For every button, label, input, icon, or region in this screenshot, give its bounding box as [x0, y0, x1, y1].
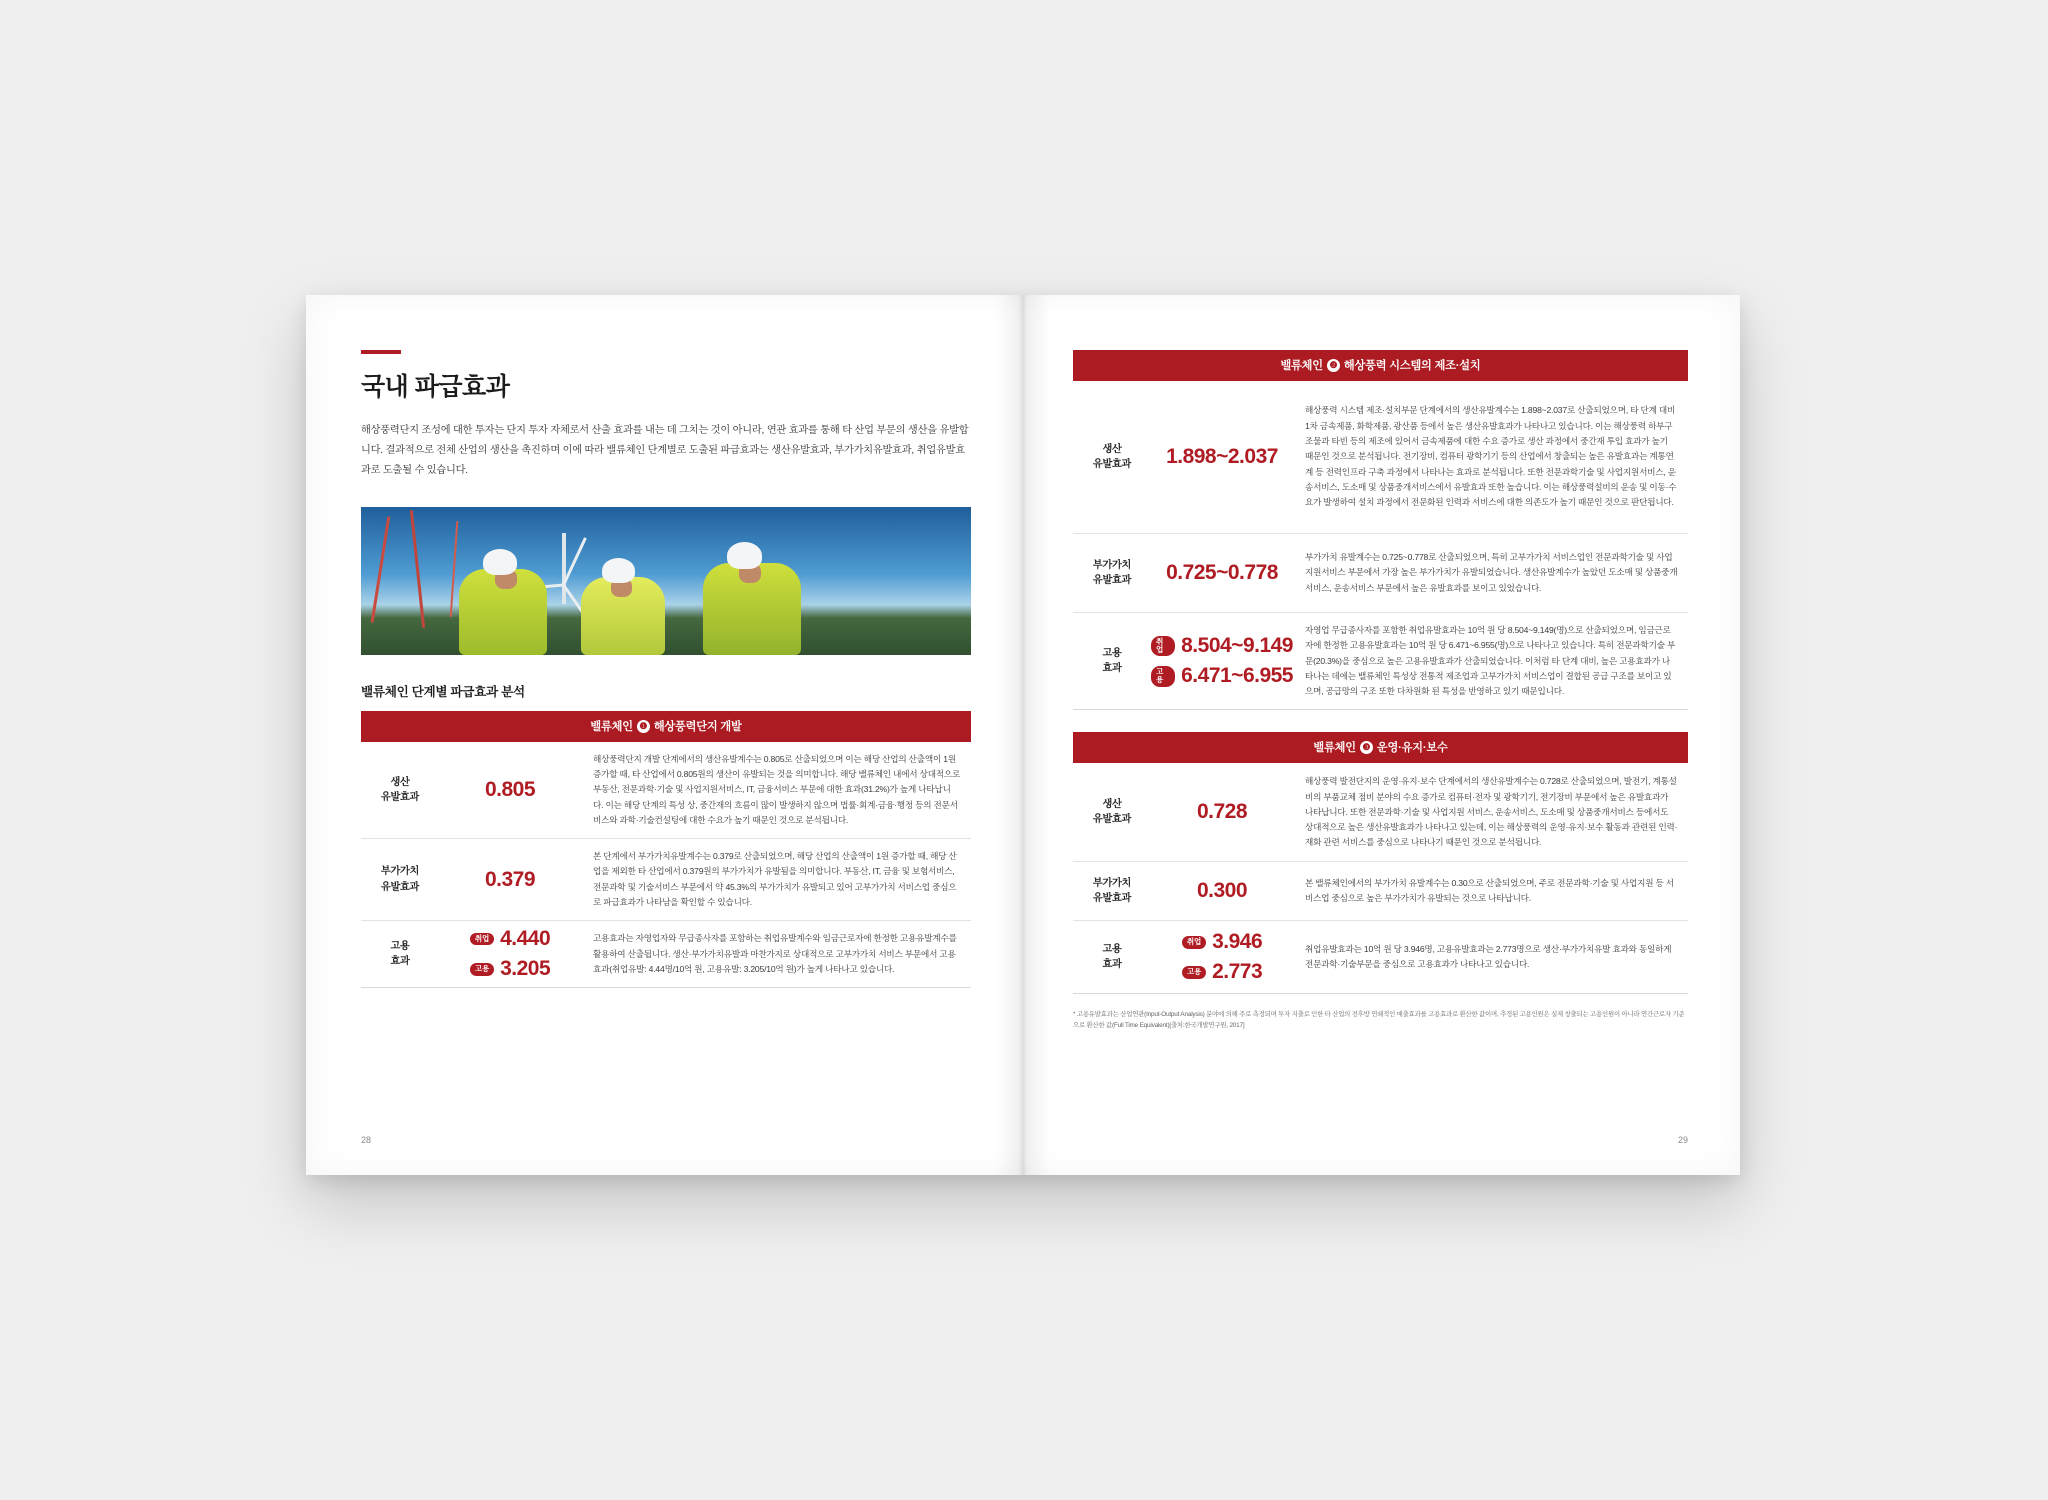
row-value-number: 0.379 — [484, 867, 536, 891]
valuechain-1-header — [361, 711, 971, 742]
table-row — [361, 921, 971, 987]
row-value-line — [1182, 959, 1262, 985]
valuechain-3-prefix: 밸류체인 — [1313, 742, 1356, 755]
safety-helmet-icon — [727, 542, 762, 569]
row-value — [1151, 381, 1293, 533]
table-row — [361, 742, 971, 839]
row-value-line — [470, 926, 550, 952]
page-left — [306, 295, 1023, 1175]
row-description: 해상풍력단지 개발 단계에서의 생산유발계수는 0.805로 산출되었으며 이는 해당 산업의 산출액이 1원 증가할 때, 타 산업에서 0.805원의 생산이 유발되는 것을 의미합니다. 해당 밸류체인 내에서 상대적으로 부동산, 전문과학·기술 및 사업지원서비스, IT, 금융서비스 부문에 대한 효과(31.2%)가 높게 나타납니다. 이는 해당 단계의 특성 상, 중간재의 흐름이 많이 발생하지 않으며 법률·회계·금융·행정 등의 전문서비스와 과학·기술컨설팅에 대한 수요가 높기 때문인 것으로 분석됩니다. — [593, 753, 961, 825]
row-label: 생산 유발효과 — [361, 742, 439, 838]
table-row — [1073, 534, 1688, 613]
row-value-number: 3.205 — [500, 957, 551, 981]
table-row — [1073, 763, 1688, 862]
table-spacer — [1073, 710, 1688, 732]
table-row — [1073, 921, 1688, 993]
row-value — [439, 839, 581, 920]
row-value-line — [1151, 633, 1293, 659]
tag-goyong: 고용 — [1182, 966, 1206, 978]
row-label: 생산 유발효과 — [1073, 381, 1151, 533]
table-row — [1073, 862, 1688, 921]
valuechain-2-title: 해상풍력 시스템의 제조·설치 — [1343, 360, 1481, 372]
row-value-number: 0.728 — [1196, 800, 1248, 824]
valuechain-3-header — [1073, 732, 1688, 763]
page-right — [1023, 295, 1740, 1175]
row-value — [1151, 613, 1293, 709]
valuechain-2-rows — [1073, 381, 1688, 710]
valuechain-1-number: ❶ — [637, 720, 650, 733]
tag-chwieop: 취업 — [1151, 636, 1175, 657]
row-value-number: 6.471~6.955 — [1181, 664, 1293, 688]
wind-turbine-icon — [562, 533, 566, 604]
row-value-number: 3.946 — [1212, 930, 1263, 954]
row-value — [1151, 921, 1293, 993]
row-value-number: 2.773 — [1212, 960, 1263, 984]
valuechain-1-rows — [361, 742, 971, 989]
valuechain-2-prefix: 밸류체인 — [1280, 360, 1323, 372]
row-value-number: 0.805 — [484, 777, 536, 801]
table-row — [1073, 381, 1688, 534]
row-description: 본 밸류체인에서의 부가가치 유발계수는 0.30으로 산출되었으며, 주로 전문과학·기술 및 사업지원 등 서비스업 중심으로 높은 부가가치가 유발되는 것으로 나타납니다. — [1305, 878, 1674, 904]
row-value-line — [470, 956, 550, 982]
open-book-spread — [306, 295, 1740, 1175]
row-label: 고용 효과 — [361, 921, 439, 987]
valuechain-3-title: 운영·유지·보수 — [1376, 742, 1448, 755]
row-description: 해상풍력 발전단지의 운영·유지·보수 단계에서의 생산유발계수는 0.728로 산출되었으며, 발전기, 계통설비의 부품교체 점비 분야의 수요 증가로 컴퓨터·전자 및 광학기기, 전기장비 부문에서 높은 유발효과가 나타납니다. 또한 전문과학·기술 및 사업지원 서비스, 운송서비스, 도소매 및 상품중개서비스 등에서도 상대적으로 높은 생산유발효과가 나타나고 있는데, 이는 해상풍력의 운영·유지·보수 활동과 관련된 인력·재화 관련 서비스를 중심으로 나타나기 때문인 것으로 분석됩니다. — [1305, 776, 1678, 848]
page-title: 국내 파급효과 — [361, 373, 510, 401]
valuechain-1-prefix: 밸류체인 — [590, 720, 633, 733]
tag-goyong: 고용 — [470, 963, 494, 975]
table-row — [1073, 613, 1688, 709]
valuechain-2-header — [1073, 350, 1688, 381]
title-rule — [361, 350, 401, 354]
footnote: * 고용유발효과는 산업연관(Input-Output Analysis) 분야에 의해 주로 측정되며 투자 지출로 인한 타 산업의 전후방 연쇄적인 매출효과를 고용효과로 환산한 값이며, 추정된 고용인원은 실제 창출되는 고용인원이 아니라 연간근로자 기준으로 환산한 값(Full Time Equivalent)[출처:한국개발연구원, 2017] — [1073, 1011, 1685, 1030]
page-number-left: 28 — [361, 1135, 372, 1145]
tag-goyong: 고용 — [1151, 666, 1175, 687]
hero-photo — [361, 507, 971, 655]
tag-chwieop: 취업 — [1182, 936, 1206, 948]
row-label: 부가가치 유발효과 — [361, 839, 439, 920]
row-value-number: 8.504~9.149 — [1181, 633, 1293, 657]
row-label: 부가가치 유발효과 — [1073, 862, 1151, 920]
row-description: 해상풍력 시스템 제조·설치부문 단계에서의 생산유발계수는 1.898~2.037로 산출되었으며, 타 단계 대비 1차 금속제품, 화학제품, 광산품 등에서 높은 생산유발효과가 나타나고 있습니다. 이는 해상풍력 하부구조물과 타빈 등의 제조에 있어서 금속제품에 대한 수요 증가로 생산 과정에서 중간재 투입 효과가 높기 때문인 것으로 분석됩니다. 전기장비, 컴퓨터 광학기기 등의 산업에서 창출되는 높은 유발효과는 계통연계 등 전력인프라 구축 과정에서 나타나는 효과로 분석됩니다. 또한 전문과학기술 및 사업지원서비스, 운송서비스, 도소매 및 상품중개서비스에서 유발효과 또한 높습니다. 이는 해상풍력설비의 운송 및 이동·수요가 발생하여 설치 과정에서 전문화된 인력과 서비스에 대한 의존도가 높기 때문인 것으로 판단됩니다. — [1305, 405, 1677, 508]
row-description: 취업유발효과는 10억 원 당 3.946명, 고용유발효과는 2.773명으로 생산·부가가치유발 효과와 동일하게 전문과학·기술부문을 중심으로 고용효과가 나타나고 있습니다. — [1305, 944, 1672, 970]
row-value — [439, 742, 581, 838]
page-number-right-visible: 29 — [1677, 1135, 1688, 1145]
safety-helmet-icon — [483, 549, 517, 575]
section-subheading: 밸류체인 단계별 파급효과 분석 — [361, 684, 525, 699]
row-label: 고용 효과 — [1073, 921, 1151, 993]
tag-chwieop: 취업 — [470, 933, 494, 945]
row-value-line — [1182, 929, 1262, 955]
row-description: 본 단계에서 부가가치유발계수는 0.379로 산출되었으며, 해당 산업의 산출액이 1원 증가할 때, 해당 산업을 제외한 타 산업에서 0.379원의 부가가치가 유발됨을 의미합니다. 부동산, IT, 금융 및 보험서비스, 전문과학 및 기술서비스 부문에서 약 45.3%의 부가가치가 유발되고 있어 고부가가치 서비스업 중심으로 파급효과가 나타남을 확인할 수 있습니다. — [593, 851, 957, 908]
intro-paragraph: 해상풍력단지 조성에 대한 투자는 단지 투자 자체로서 산출 효과를 내는 데 그치는 것이 아니라, 연관 효과를 통해 타 산업 부문의 생산을 유발합니다. 결과적으로 전체 산업의 생산을 촉진하며 이에 따라 밸류체인 단계별로 도출된 파급효과는 생산유발효과, 부가가치유발효과, 취업유발효과로 도출될 수 있습니다. — [361, 425, 969, 476]
row-value — [1151, 763, 1293, 861]
valuechain-1-title: 해상풍력단지 개발 — [653, 720, 742, 733]
row-value-number: 0.300 — [1196, 879, 1248, 903]
row-value-number: 1.898~2.037 — [1166, 444, 1278, 468]
row-label: 부가가치 유발효과 — [1073, 534, 1151, 612]
row-value — [439, 921, 581, 987]
valuechain-2-number: ❷ — [1327, 359, 1340, 372]
row-description: 부가가치 유발계수는 0.725~0.778로 산출되었으며, 특히 고부가가치 서비스업인 전문과학기술 및 사업지원서비스 부문에서 가장 높은 부가가치가 유발되었습니다. 생산유발계수가 높았던 도소매 및 상품중개서비스, 운송서비스 부문에서 높은 유발효과를 보이고 있었습니다. — [1305, 552, 1678, 593]
row-description: 자영업 무급종사자를 포함한 취업유발효과는 10억 원 당 8.504~9.149(명)으로 산출되었으며, 임금근로자에 한정한 고용유발효과는 10억 원 당 6.471~6.955(명)으로 나타나고 있습니다. 특히 전문과학기술 부문(20.3%)을 중심으로 높은 고용유발효과가 산출되었습니다. 이처럼 타 단계 대비, 높은 고용효과가 나타나는 데에는 밸류체인 특성상 전통적 제조업과 고부가가치 서비스업이 결합된 공급 구조를 보이고 있으며, 공급망의 구조 또한 다차원화 된 특성을 반영하고 있기 때문입니다. — [1305, 625, 1676, 697]
row-value-line — [1151, 663, 1293, 689]
row-value — [1151, 862, 1293, 920]
valuechain-3-number: ❸ — [1360, 741, 1373, 754]
row-label: 고용 효과 — [1073, 613, 1151, 709]
row-value-number: 4.440 — [500, 927, 551, 951]
safety-helmet-icon — [602, 558, 635, 583]
row-value-number: 0.725~0.778 — [1166, 560, 1278, 584]
table-row — [361, 839, 971, 921]
valuechain-3-rows — [1073, 763, 1688, 994]
row-value — [1151, 534, 1293, 612]
row-description: 고용효과는 자영업자와 무급종사자를 포함하는 취업유발계수와 임금근로자에 한정한 고용유발계수를 활용하여 산출됩니다. 생산·부가가치유발과 마찬가지로 상대적으로 고부가가치 서비스 부문에서 고용효과(취업유발: 4.44명/10억 원, 고용유발: 3.205/10억 원)가 높게 나타나고 있습니다. — [593, 933, 957, 974]
row-label: 생산 유발효과 — [1073, 763, 1151, 861]
